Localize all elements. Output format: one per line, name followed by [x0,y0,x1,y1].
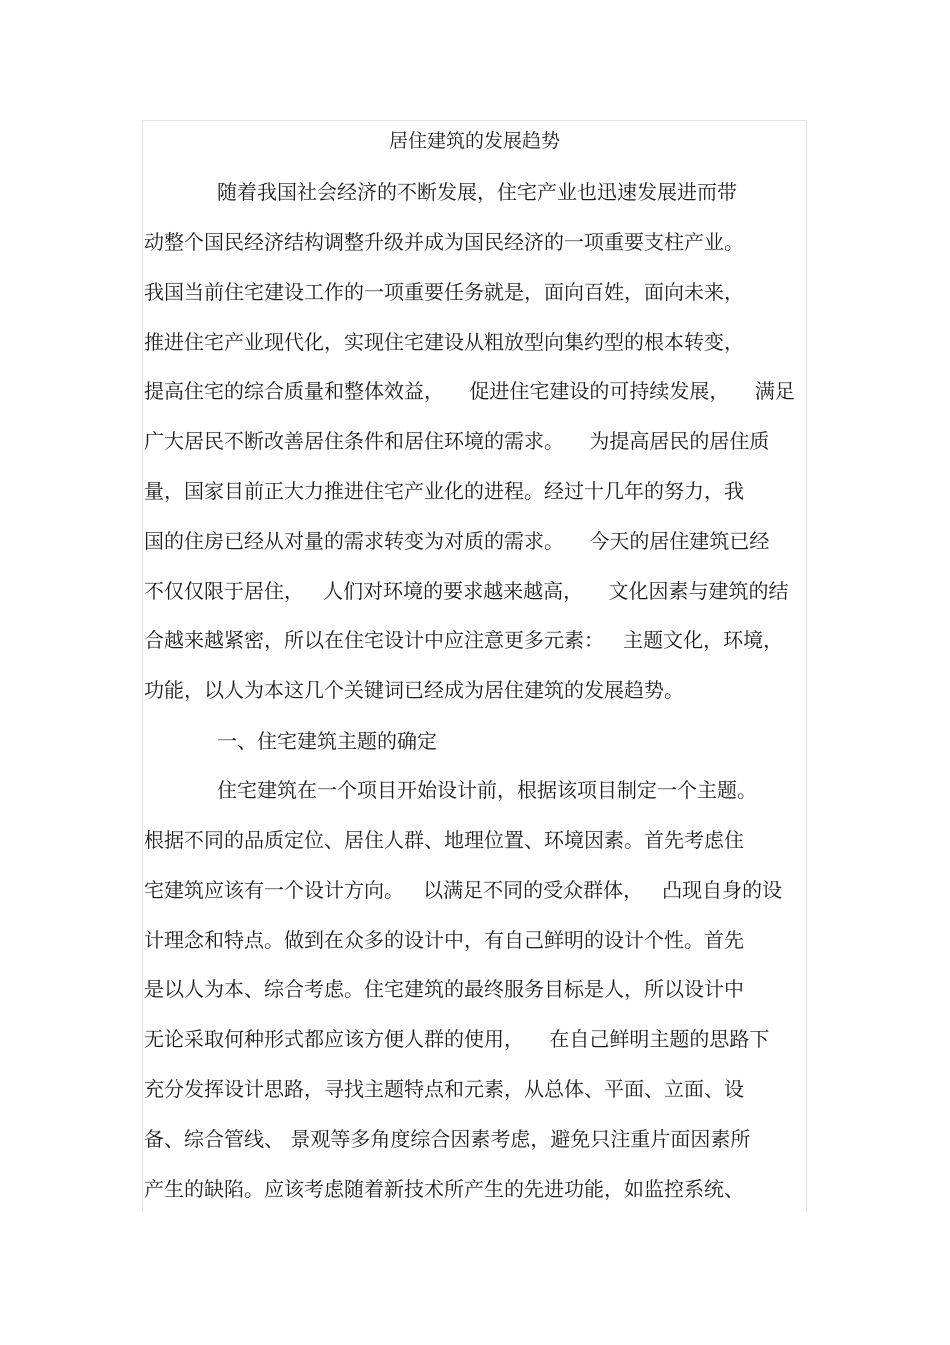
paragraph-line: 提高住宅的综合质量和整体效益， 促进住宅建设的可持续发展， 满足 [144,379,795,403]
paragraph-line: 充分发挥设计思路，寻找主题特点和元素，从总体、平面、立面、设 [144,1077,744,1101]
paragraph-line: 产生的缺陷。应该考虑随着新技术所产生的先进功能，如监控系统、 [144,1177,744,1201]
paragraph-line: 随着我国社会经济的不断发展，住宅产业也迅速发展进而带 [217,180,737,204]
paragraph-line: 广大居民不断改善居住条件和居住环境的需求。 为提高居民的居住质 [144,429,770,453]
paragraph-line: 根据不同的品质定位、居住人群、地理位置、环境因素。首先考虑住 [144,828,744,852]
paragraph-line: 合越来越紧密，所以在住宅设计中应注意更多元素： 主题文化，环境， [144,628,784,652]
document-title: 居住建筑的发展趋势 [388,130,560,152]
section-heading: 一、住宅建筑主题的确定 [217,729,437,753]
paragraph-line: 量，国家目前正大力推进住宅产业化的进程。经过十几年的努力，我 [144,479,744,503]
paragraph-line: 住宅建筑在一个项目开始设计前，根据该项目制定一个主题。 [217,778,757,802]
paragraph-line: 动整个国民经济结构调整升级并成为国民经济的一项重要支柱产业。 [144,230,744,254]
paragraph-line: 计理念和特点。做到在众多的设计中，有自己鲜明的设计个性。首先 [144,928,744,952]
paragraph-line: 推进住宅产业现代化，实现住宅建设从粗放型向集约型的根本转变， [144,330,744,354]
paragraph-line: 无论采取何种形式都应该方便人群的使用， 在自己鲜明主题的思路下 [144,1027,770,1051]
paragraph-line: 国的住房已经从对量的需求转变为对质的需求。 今天的居住建筑已经 [144,529,770,553]
paragraph-line: 不仅仅限于居住， 人们对环境的要求越来越高， 文化因素与建筑的结 [144,579,789,603]
paragraph-line: 是以人为本、综合考虑。住宅建筑的最终服务目标是人，所以设计中 [144,977,744,1001]
paragraph-line: 宅建筑应该有一个设计方向。 以满足不同的受众群体， 凸现自身的设 [144,878,783,902]
paragraph-line: 功能，以人为本这几个关键词已经成为居住建筑的发展趋势。 [144,678,684,702]
paragraph-line: 备、综合管线、 景观等多角度综合因素考虑，避免只注重片面因素所 [144,1127,751,1151]
paragraph-line: 我国当前住宅建设工作的一项重要任务就是，面向百姓，面向未来， [144,280,744,304]
